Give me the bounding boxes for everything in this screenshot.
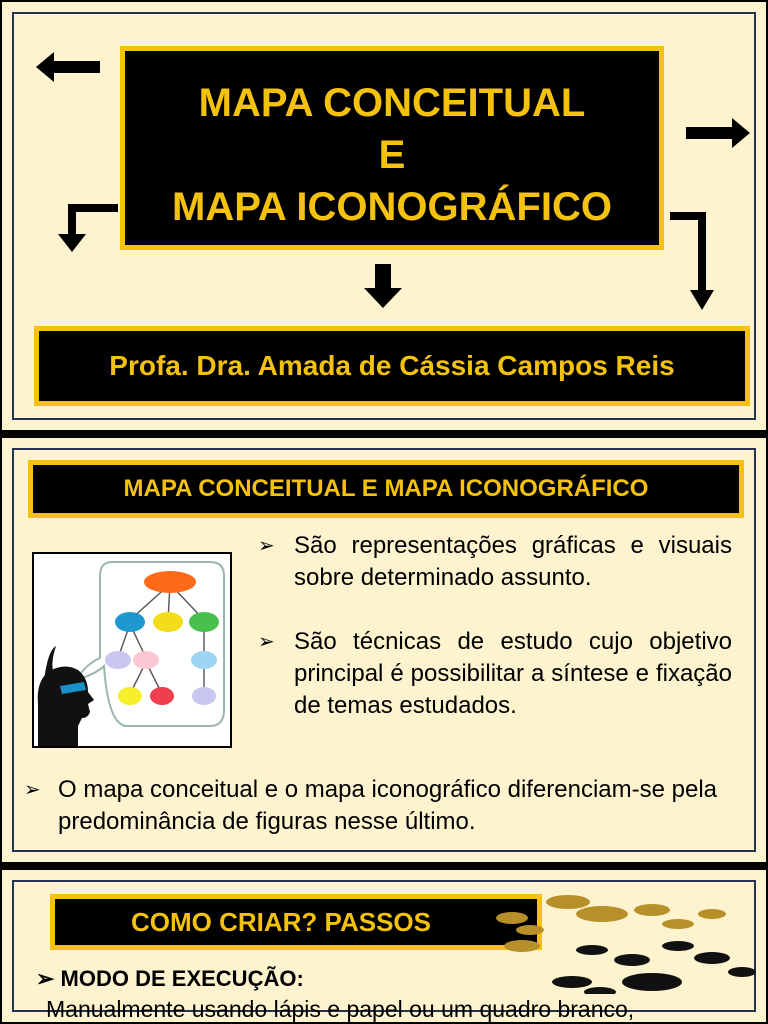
arrow-elbow-down-right-icon [670, 212, 714, 310]
author-name: Profa. Dra. Amada de Cássia Campos Reis [109, 350, 675, 381]
title-line-3: MAPA ICONOGRÁFICO [172, 185, 612, 229]
title-line-1: MAPA CONCEITUAL [198, 81, 586, 125]
bullet-3 [24, 774, 752, 838]
author-box [34, 326, 750, 406]
arrow-bullet-icon: ➢ [24, 779, 41, 801]
arrow-bullet-icon: ➢ [258, 631, 275, 653]
steps-bullet-label: MODO DE EXECUÇÃO: [60, 966, 304, 991]
steps-bullet [36, 966, 304, 992]
slide-definition [0, 436, 768, 864]
bullet-2-text: São técnicas de estudo cujo objetivo principal é possibilitar a síntese e fixação de temas estudados. [294, 628, 732, 719]
arrow-elbow-down-left-icon [58, 200, 118, 252]
title-line-2: E [378, 133, 406, 177]
arrow-bullet-icon: ➢ [36, 966, 61, 991]
arrow-right-icon [686, 118, 750, 148]
bullet-1-text: São representações gráficas e visuais sobre determinado assunto. [294, 532, 732, 591]
slide-title [0, 0, 768, 432]
arrow-bullet-icon: ➢ [258, 535, 275, 557]
thinking-head-mindmap-icon [32, 552, 232, 748]
bullet-2 [258, 626, 732, 722]
arrow-left-icon [36, 52, 100, 82]
slide2-heading-box [28, 460, 744, 518]
slide2-heading: MAPA CONCEITUAL E MAPA ICONOGRÁFICO [123, 475, 649, 502]
footprints-icon [472, 884, 762, 994]
steps-heading-box [50, 894, 542, 950]
bullet-1 [258, 530, 732, 594]
steps-heading: COMO CRIAR? PASSOS [131, 906, 431, 937]
steps-line-1: Manualmente usando lápis e papel ou um quadro branco, [46, 996, 635, 1022]
arrow-down-icon [364, 264, 402, 308]
slide-steps [0, 868, 768, 1024]
bullet-3-text: O mapa conceitual e o mapa iconográfico diferenciam-se pela predominância de figuras nesse último. [58, 776, 718, 835]
title-box [120, 46, 664, 250]
